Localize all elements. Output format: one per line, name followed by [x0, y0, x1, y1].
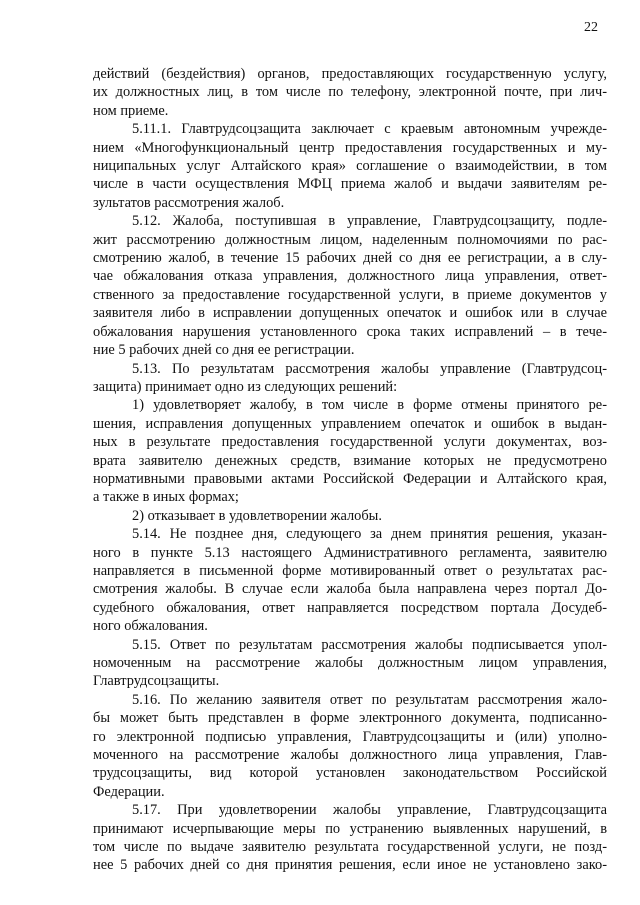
paragraph-p-5-11-1 [93, 120, 607, 212]
paragraph-p-5-14 [93, 525, 607, 635]
paragraph-p-5-16 [93, 691, 607, 801]
text-line: смотрения жалобы. В случае если жалоба была направлена через портал До- [93, 581, 607, 598]
text-line: 5.11.1. Главтрудсоцзащита заключает с краевым автономным учрежде- [132, 121, 607, 138]
text-line: трудсоцзащиты, вид которой установлен законодательством Российской [93, 765, 607, 782]
page-number: 22 [584, 20, 598, 35]
text-line: бы может быть представлен в форме электронного документа, подписанно- [93, 710, 607, 727]
text-line: 5.13. По результатам рассмотрения жалобы управление (Главтрудсоц- [132, 360, 607, 377]
text-line: том числе по выдаче заявителю результата государственной услуги, не позд- [93, 839, 607, 856]
text-line: принимают исчерпывающие меры по устранению выявленных нарушений, в [93, 820, 607, 837]
paragraph-p-continuation [93, 65, 607, 120]
text-line: а также в иных формах; [93, 489, 239, 506]
text-line: шения, исправления допущенных управлением опечаток и ошибок в выдан- [93, 415, 607, 432]
text-line: судебного обжалования, ответ направляется посредством портала Досудеб- [93, 599, 607, 616]
text-line: 5.12. Жалоба, поступившая в управление, Главтрудсоцзащиту, подле- [132, 213, 607, 230]
text-line: ном приеме. [93, 102, 169, 119]
paragraph-p-5-15 [93, 636, 607, 691]
text-line: 5.14. Не позднее дня, следующего за днем принятия решения, указан- [132, 526, 607, 543]
text-line: ниципальных услуг Алтайского края» соглашение о взаимодействии, в том [93, 158, 607, 175]
text-line: действий (бездействия) органов, предоставляющих государственную услугу, [93, 66, 607, 82]
text-line: моченного на рассмотрение жалобы должностного лица управления, Глав- [93, 747, 607, 764]
paragraph-p-5-12 [93, 212, 607, 359]
text-line: направляется в письменной форме мотивированный ответ о результатах рас- [93, 562, 607, 579]
text-line: нием «Многофункциональный центр предоставления государственных и му- [93, 139, 607, 156]
text-line: их должностных лиц, в том числе по телефону, электронной почте, при лич- [93, 84, 607, 101]
text-line: врата заявителю денежных средств, взимание которых не предусмотрено [93, 452, 607, 469]
text-line: 5.17. При удовлетворении жалобы управление, Главтрудсоцзащита [132, 802, 607, 819]
text-line: нее 5 рабочих дней со дня принятия решения, если иное не установлено зако- [93, 857, 607, 874]
paragraph-p-5-13 [93, 360, 607, 397]
paragraph-p-5-13-2 [93, 507, 607, 525]
text-line: номоченным на рассмотрение жалобы должностным лицом управления, [93, 655, 607, 671]
paragraph-p-5-17 [93, 801, 607, 875]
text-line: 1) удовлетворяет жалобу, в том числе в форме отмены принятого ре- [132, 397, 607, 414]
text-line: го электронной подписью управления, Главтрудсоцзащиты и (или) уполно- [93, 728, 607, 745]
text-line: Федерации. [93, 783, 165, 800]
text-line: ние 5 рабочих дней со дня ее регистрации. [93, 342, 355, 359]
text-line: жит рассмотрению должностным лицом, наделенным полномочиями по рас- [93, 231, 607, 248]
text-line: 5.16. По желанию заявителя ответ по результатам рассмотрения жало- [132, 691, 607, 708]
text-line: смотрению жалоб, в течение 15 рабочих дней со дня ее регистрации, а в слу- [93, 250, 607, 267]
text-line: ного в пункте 5.13 настоящего Административного регламента, заявителю [93, 544, 607, 561]
text-line: числе в части осуществления МФЦ приема жалоб и выдачи заявителям ре- [93, 176, 607, 193]
document-body [93, 65, 607, 875]
text-line: ного обжалования. [93, 618, 208, 635]
text-line: ственного за предоставление государственной услуги, в приеме документов у [93, 286, 607, 303]
text-line: ных в результате предоставления государственной услуги документах, воз- [93, 434, 607, 451]
text-line: зультатов рассмотрения жалоб. [93, 194, 285, 211]
text-line: чае обжалования отказа управления, должностного лица управления, ответ- [93, 268, 607, 285]
text-line: 5.15. Ответ по результатам рассмотрения жалобы подписывается упол- [132, 636, 607, 653]
text-line: нормативными правовыми актами Российской Федерации и Алтайского края, [93, 470, 607, 487]
text-line: обжалования нарушения установленного срока таких исправлений – в тече- [93, 323, 607, 340]
text-line: защита) принимает одно из следующих решений: [93, 378, 398, 395]
paragraph-p-5-13-1 [93, 396, 607, 506]
text-line: Главтрудсоцзащиты. [93, 673, 220, 690]
text-line: заявителя либо в исправлении допущенных опечаток и ошибок или в случае [93, 305, 607, 322]
text-line: 2) отказывает в удовлетворении жалобы. [132, 507, 382, 524]
